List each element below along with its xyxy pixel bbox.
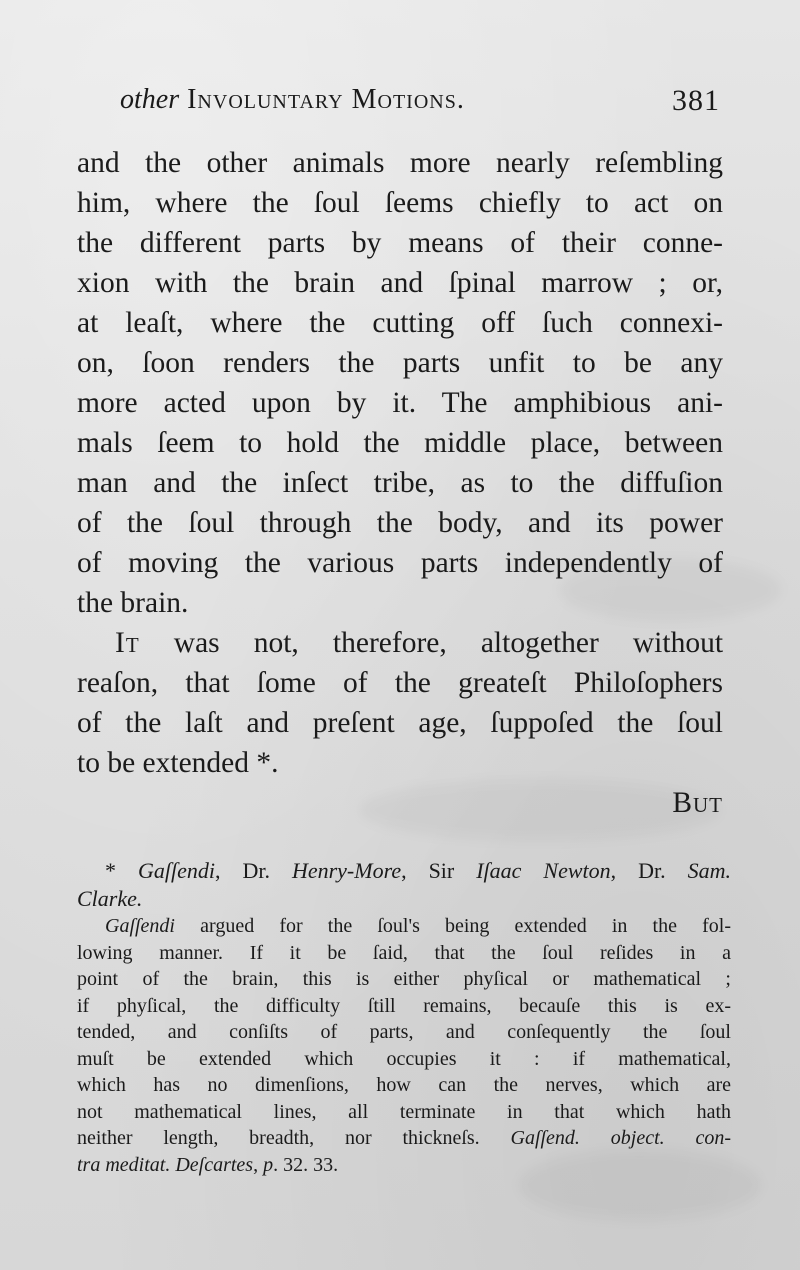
page-number: 381 xyxy=(672,84,720,117)
text-line: reaſon, that ſome of the greateſt Philoſophers xyxy=(77,667,723,699)
main-text xyxy=(77,143,723,823)
text-line: man and the inſect tribe, as to the diffuſion xyxy=(77,467,723,499)
footnote-block xyxy=(77,857,731,1178)
running-head-caps: Involuntary Motions. xyxy=(187,84,465,115)
text-line: the brain. xyxy=(77,587,189,619)
running-head xyxy=(120,84,720,130)
text-line: more acted upon by it. The amphibious ani- xyxy=(77,387,723,419)
text-line: and the other animals more nearly reſembling xyxy=(77,147,723,179)
footnote-line: muſt be extended which occupies it : if mathematical, xyxy=(77,1047,731,1070)
text-line: mals ſeem to hold the middle place, between xyxy=(77,427,723,459)
footnote-line: tra meditat. Deſcartes, p. 32. 33. xyxy=(77,1153,339,1176)
footnote-line: Gaſſendi argued for the ſoul's being extended in the fol- xyxy=(105,915,731,937)
footnote-attribution-continued: Clarke. xyxy=(77,886,143,911)
text-line: of moving the various parts independently of xyxy=(77,547,723,579)
text-line: xion with the brain and ſpinal marrow ; or, xyxy=(77,267,723,299)
running-head-italic: other xyxy=(120,84,180,115)
paragraph-lead-word: It xyxy=(115,627,140,659)
paragraph-opening-line xyxy=(77,623,723,663)
footnote-citation: tra meditat. Deſcartes xyxy=(77,1153,254,1176)
text-line: on, ſoon renders the parts unfit to be any xyxy=(77,347,723,379)
footnote-attribution: * Gaſſendi, Dr. Henry-More, Sir Iſaac Newton, Dr. Sam. xyxy=(105,858,731,883)
footnote-line: if phyſical, the difficulty ſtill remains, becauſe this is ex- xyxy=(77,994,731,1017)
text-line: the different parts by means of their conne- xyxy=(77,227,723,259)
footnote-lead-name: Gaſſendi xyxy=(105,915,175,937)
text-line: him, where the ſoul ſeems chiefly to act on xyxy=(77,187,723,219)
text-line: at leaſt, where the cutting off ſuch connexi- xyxy=(77,307,723,339)
footnote-line: which has no dimenſions, how can the nerves, which are xyxy=(77,1074,731,1096)
text-line: of the ſoul through the body, and its power xyxy=(77,507,723,539)
footnote-line: not mathematical lines, all terminate in that which hath xyxy=(77,1100,731,1123)
text-line: to be extended *. xyxy=(77,747,279,779)
footnote-line: lowing manner. If it be ſaid, that the ſoul reſides in a xyxy=(77,941,731,964)
footnote-citation: Gaſſend. object. con- xyxy=(510,1127,731,1149)
footnote-line: point of the brain, this is either phyſical or mathematical ; xyxy=(77,968,731,990)
running-head-title xyxy=(120,84,465,116)
footnote-line: tended, and conſiſts of parts, and conſequently the ſoul xyxy=(77,1021,731,1043)
text-line: was not, therefore, altogether without xyxy=(173,627,723,659)
catchword: But xyxy=(672,787,723,819)
footnote-line: neither length, breadth, nor thickneſs. Gaſſend. object. con- xyxy=(77,1127,731,1149)
text-line: of the laſt and preſent age, ſuppoſed the ſoul xyxy=(77,707,723,739)
